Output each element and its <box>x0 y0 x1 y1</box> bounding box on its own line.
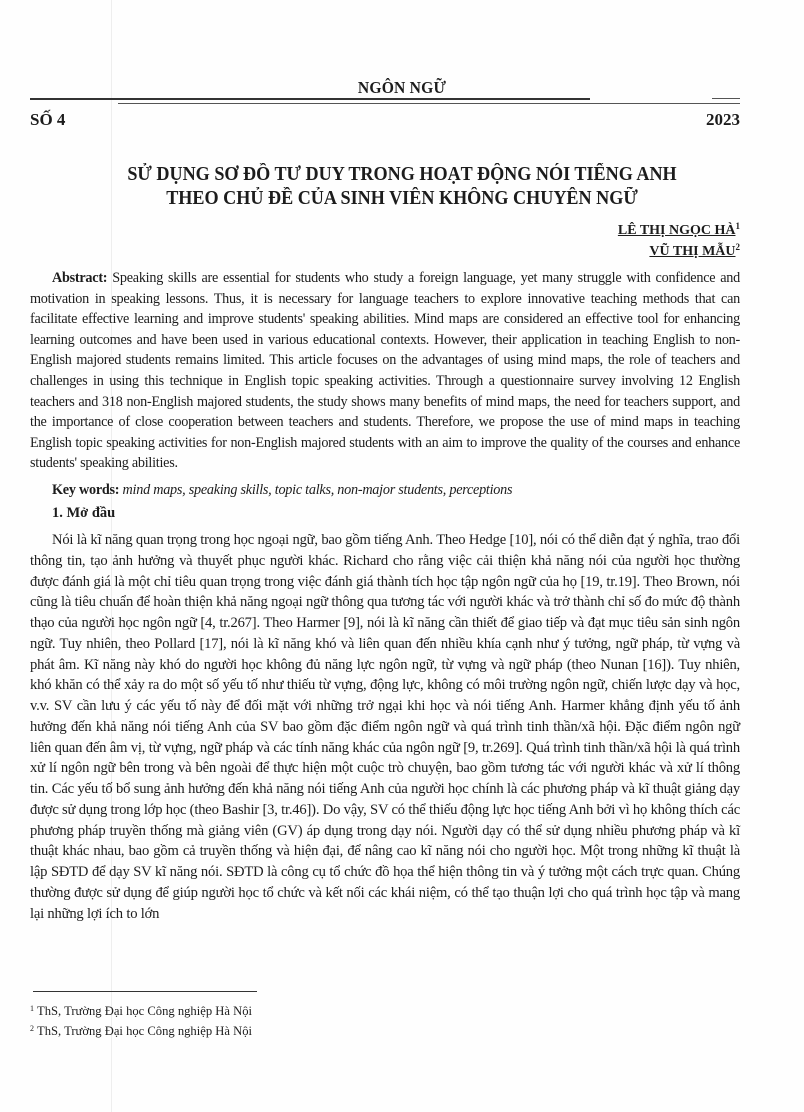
keywords-terms: mind maps, speaking skills, topic talks, non-major students, perceptions <box>119 482 513 498</box>
abstract <box>30 268 740 474</box>
issue-number: SỐ 4 <box>30 110 66 129</box>
header-rule-right-segment <box>712 98 740 99</box>
body-paragraph: Nói là kĩ năng quan trọng trong học ngoại ngữ, bao gồm tiếng Anh. Theo Hedge [10], nói có thể diễn đạt ý nghĩa, trao đổi thông tin, tạo ảnh hưởng và thuyết phục người khác. Richard cho rằng việc cải thiện khả năng nói của người học thường được đánh giá là một chỉ tiêu quan trọng trong việc đánh giá thành tích học tập ngôn ngữ của họ [19, tr.19]. Theo Brown, nói cũng là tiêu chuẩn để hoàn thiện khả năng ngoại ngữ thông qua tương tác với người khác và trở thành chỉ số đo mức độ thành thạo của người học ngôn ngữ [4, tr.267]. Theo Harmer [9], nói là kĩ năng cần thiết để giao tiếp và đạt mục tiêu sản sinh ngôn ngữ. Tuy nhiên, theo Pollard [17], nói là kĩ năng khó và liên quan đến nhiều khía cạnh như ý tưởng, ngữ pháp, từ vựng và phát âm. Kĩ năng này khó do người học không đủ năng lực ngôn ngữ, từ vựng và ngữ pháp (theo Nunan [16]). Tuy nhiên, khó khăn có thể xảy ra do một số yếu tố như thiếu từ vựng, động lực, không có môi trường ngôn ngữ, chiến lược dạy và học, v.v. SV cần lưu ý các yếu tố này để đối mặt với những trở ngại khi học và nói tiếng Anh. Harmer khẳng định yếu tố ảnh hưởng đến khả năng nói tiếng Anh của SV bao gồm đặc điểm ngôn ngữ và quá trình tinh thần/xã hội. Đặc điểm ngôn ngữ liên quan đến âm vị, từ vựng, ngữ pháp và các tính năng khác của ngôn ngữ [9, tr.269]. Quá trình tinh thần/xã hội là quá trình xử lí ngôn ngữ bên trong và bên ngoài để thực hiện một cuộc trò chuyện, bao gồm tương tác với người khác và xử lí thông tin. Các yếu tố bổ sung ảnh hưởng đến khả năng nói tiếng Anh của người học chính là các phương pháp và kĩ thuật giảng dạy được sử dụng trong lớp học (theo Bashir [3, tr.46]). Do vậy, SV có thể thiếu động lực học tiếng Anh bởi vì họ không thích các phương pháp truyền thống mà giảng viên (GV) áp dụng trong dạy nói. Người dạy có thể sử dụng nhiều phương pháp và kĩ thuật khác nhau, bao gồm cả truyền thống và hiện đại, để nâng cao kĩ năng nói cho người học. Một trong những kĩ thuật là lập SĐTD để dạy SV kĩ năng nói. SĐTD là công cụ tổ chức đồ họa thể hiện thông tin và ý tưởng một cách trực quan. Chúng thường được sử dụng để giúp người học tổ chức và kết nối các khái niệm, có thể tạo thuận lợi cho quá trình học tập và mang lại những lợi ích to lớn <box>30 532 740 922</box>
issue-year: 2023 <box>706 110 740 129</box>
author-footnote-marker: 2 <box>735 242 740 252</box>
article-title-line-1: SỬ DỤNG SƠ ĐỒ TƯ DUY TRONG HOẠT ĐỘNG NÓI TIẾNG ANH <box>127 164 677 185</box>
section-heading: 1. Mở đầu <box>52 505 116 521</box>
footnote-divider <box>33 991 257 992</box>
author-name: VŨ THỊ MẪU <box>649 244 736 259</box>
header-rule-thick <box>30 98 590 100</box>
author-2 <box>618 239 740 260</box>
keywords <box>52 482 740 499</box>
header-rule-thin <box>118 103 740 104</box>
footnote-marker: 2 <box>30 1024 34 1033</box>
abstract-text: Speaking skills are essential for students who study a foreign language, yet many struggle with confidence and motivation in speaking lessons. Thus, it is necessary for language teachers to explore innovative teaching methods that can facilitate effective learning and improve students' speaking abilities. Mind maps are considered an effective tool for enhancing learning outcomes and have been used in various educational contexts. However, their application in teaching English to non-English majored students remains limited. This article focuses on the advantages of using mind maps, the role of teachers and challenges in using this technique in English topic speaking activities. Through a questionnaire survey involving 12 English teachers and 318 non-English majored students, the study shows many benefits of mind maps, the need for teachers support, and the importance of close cooperation between teachers and students. Therefore, we propose the use of mind maps in teaching English topic speaking activities for non-English majored students with an aim to improve the quality of the courses and enhance students' speaking abilities. <box>30 270 740 472</box>
footnote-marker: 1 <box>30 1004 34 1013</box>
footnote-1 <box>30 1000 252 1020</box>
author-footnote-marker: 1 <box>735 221 740 231</box>
article-title <box>0 163 804 211</box>
keywords-label: Key words: <box>52 482 120 498</box>
footnote-text: ThS, Trường Đại học Công nghiệp Hà Nội <box>37 1024 252 1038</box>
author-name: LÊ THỊ NGỌC HÀ <box>617 223 736 238</box>
footnote-text: ThS, Trường Đại học Công nghiệp Hà Nội <box>37 1004 252 1018</box>
footnotes <box>30 1000 252 1040</box>
abstract-label: Abstract: <box>52 270 108 286</box>
author-list <box>618 218 740 260</box>
author-1 <box>618 218 740 239</box>
footnote-2 <box>30 1020 252 1040</box>
article-title-line-2: THEO CHỦ ĐỀ CỦA SINH VIÊN KHÔNG CHUYÊN NGỮ <box>166 188 638 209</box>
journal-title: NGÔN NGỮ <box>357 78 447 97</box>
